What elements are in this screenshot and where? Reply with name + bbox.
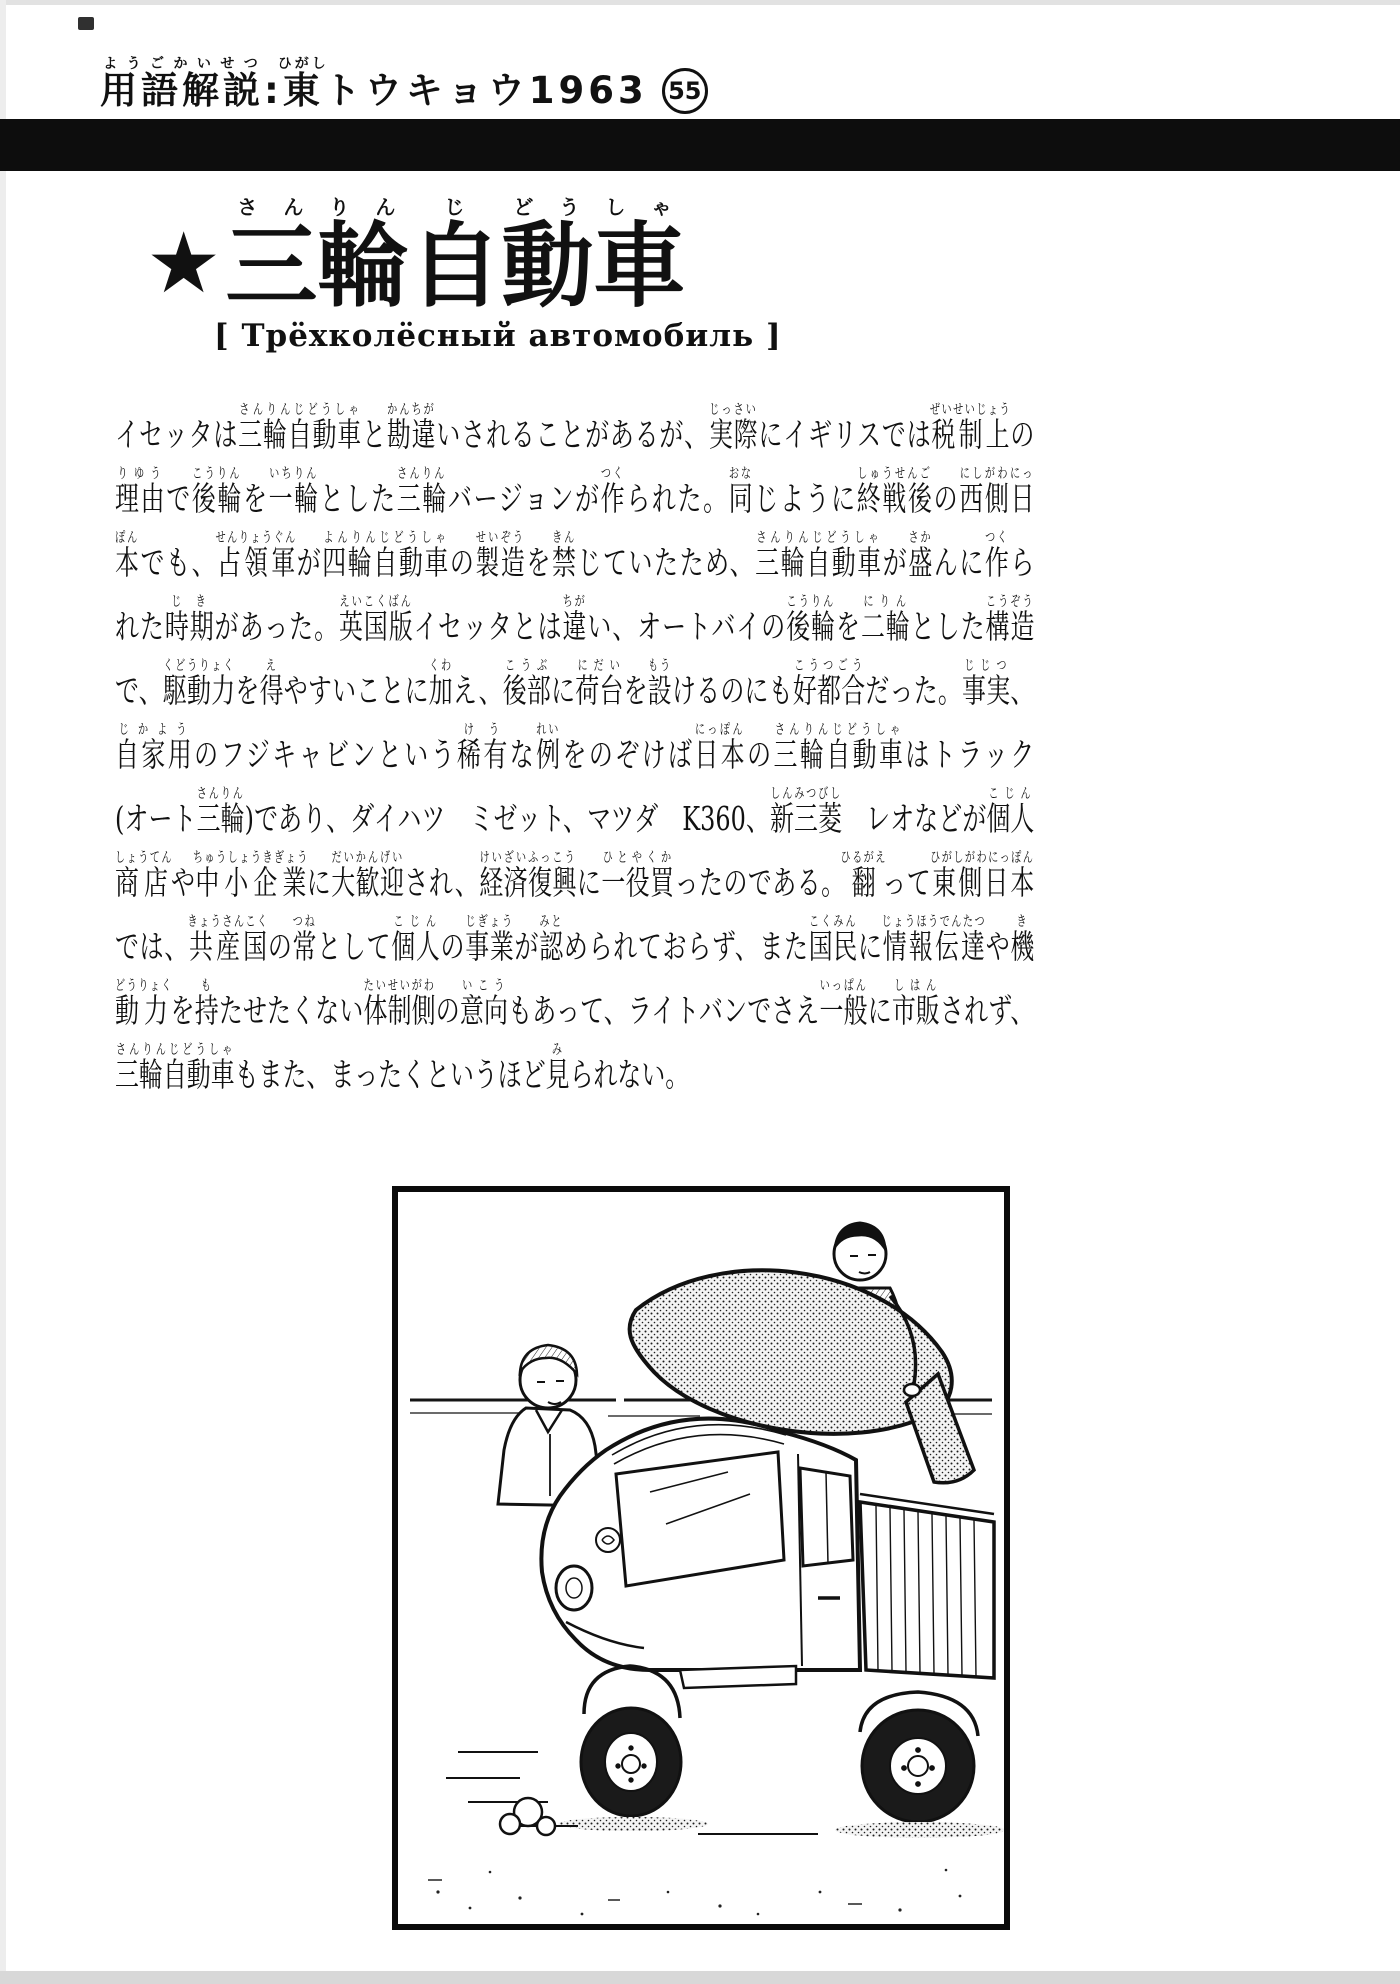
body-line: 三輪自動車さんりんじどうしゃもまた、まったくというほど見みられない。	[115, 1042, 690, 1094]
body-line: 動力どうりょくを持もたせたくない体制側たいせいがわの意向いこうもあって、ライトバンでさえ一般いっぱんに市販しはんされず、	[115, 978, 1035, 1030]
body-line: 理由りゆうで後輪こうりんを一輪いちりんとした三輪さんりんバージョンが作つくられた。同おなじように終戦後しゅうせんごの西側日にしがわにっ	[115, 466, 1035, 518]
three-wheel-truck-illustration	[398, 1192, 1004, 1924]
body-line: で、駆動力くどうりょくを得えやすいことに加くわえ、後部こうぶに荷台にだいを設もうけるのにも好都合こうつごうだった。事実じじつ、	[115, 658, 1035, 710]
dust-clouds	[446, 1752, 555, 1835]
body-line: (オート三輪さんりん)であり、ダイハツ ミゼット、マツダ K360、新三菱しんみつびし レオなどが個人こじん	[115, 786, 1035, 838]
body-line: 本ぽんでも、占領軍せんりょうぐんが四輪自動車よんりんじどうしゃの製造せいぞうを禁きんじていたため、三輪自動車さんりんじどうしゃが盛さかんに作つくら	[115, 530, 1035, 582]
scan-edge-bottom	[0, 1971, 1400, 1984]
body-line: イセッタは三輪自動車さんりんじどうしゃと勘違かんちがいされることがあるが、実際じっさいにイギリスでは税制上ぜいせいじょうの	[115, 402, 1035, 454]
scan-edge-left	[0, 0, 6, 1984]
sand-speckles	[428, 1869, 961, 1916]
body-text	[115, 402, 1037, 1106]
title-band-divider	[0, 119, 1400, 171]
issue-number-badge: 55	[662, 68, 708, 114]
body-line: 商店しょうてんや中小企業ちゅうしょうきぎょうに大歓迎だいかんげいされ、経済復興けいざいふっこうに一役買ひとやくかったのである。翻ひるがえって東側日本ひがしがわにっぽん	[115, 850, 1035, 902]
header-text: 用語解説ようごかいせつ:東ひがしトウキョウ1963	[100, 56, 648, 112]
article-title	[146, 196, 685, 328]
body-line: れた時期じきがあった。英国版えいこくばんイセッタとは違ちがい、オートバイの後輪こうりんを二輪にりんとした構造こうぞう	[115, 594, 1035, 646]
truck	[518, 1419, 1004, 1838]
russian-subtitle: [ Трёхколёсный автомобиль ]	[214, 318, 782, 354]
title-text: 三さん輪りん自じ動どう車しゃ	[225, 195, 686, 320]
page-header	[100, 56, 708, 121]
body-line: 自家用じかようのフジキャビンという稀有けうな例れいをのぞけば日本にっぽんの三輪自動車さんりんじどうしゃはトラック	[115, 722, 1035, 774]
body-line: では、共産国きょうさんこくの常つねとして個人こじんの事業じぎょうが認みとめられておらず、また国民こくみんに情報伝達じょうほうでんたつや機き	[115, 914, 1035, 966]
star-icon: ★	[146, 214, 222, 312]
illustration-frame	[392, 1186, 1010, 1930]
scan-artifact	[78, 17, 94, 30]
scan-edge-top	[0, 0, 1400, 5]
